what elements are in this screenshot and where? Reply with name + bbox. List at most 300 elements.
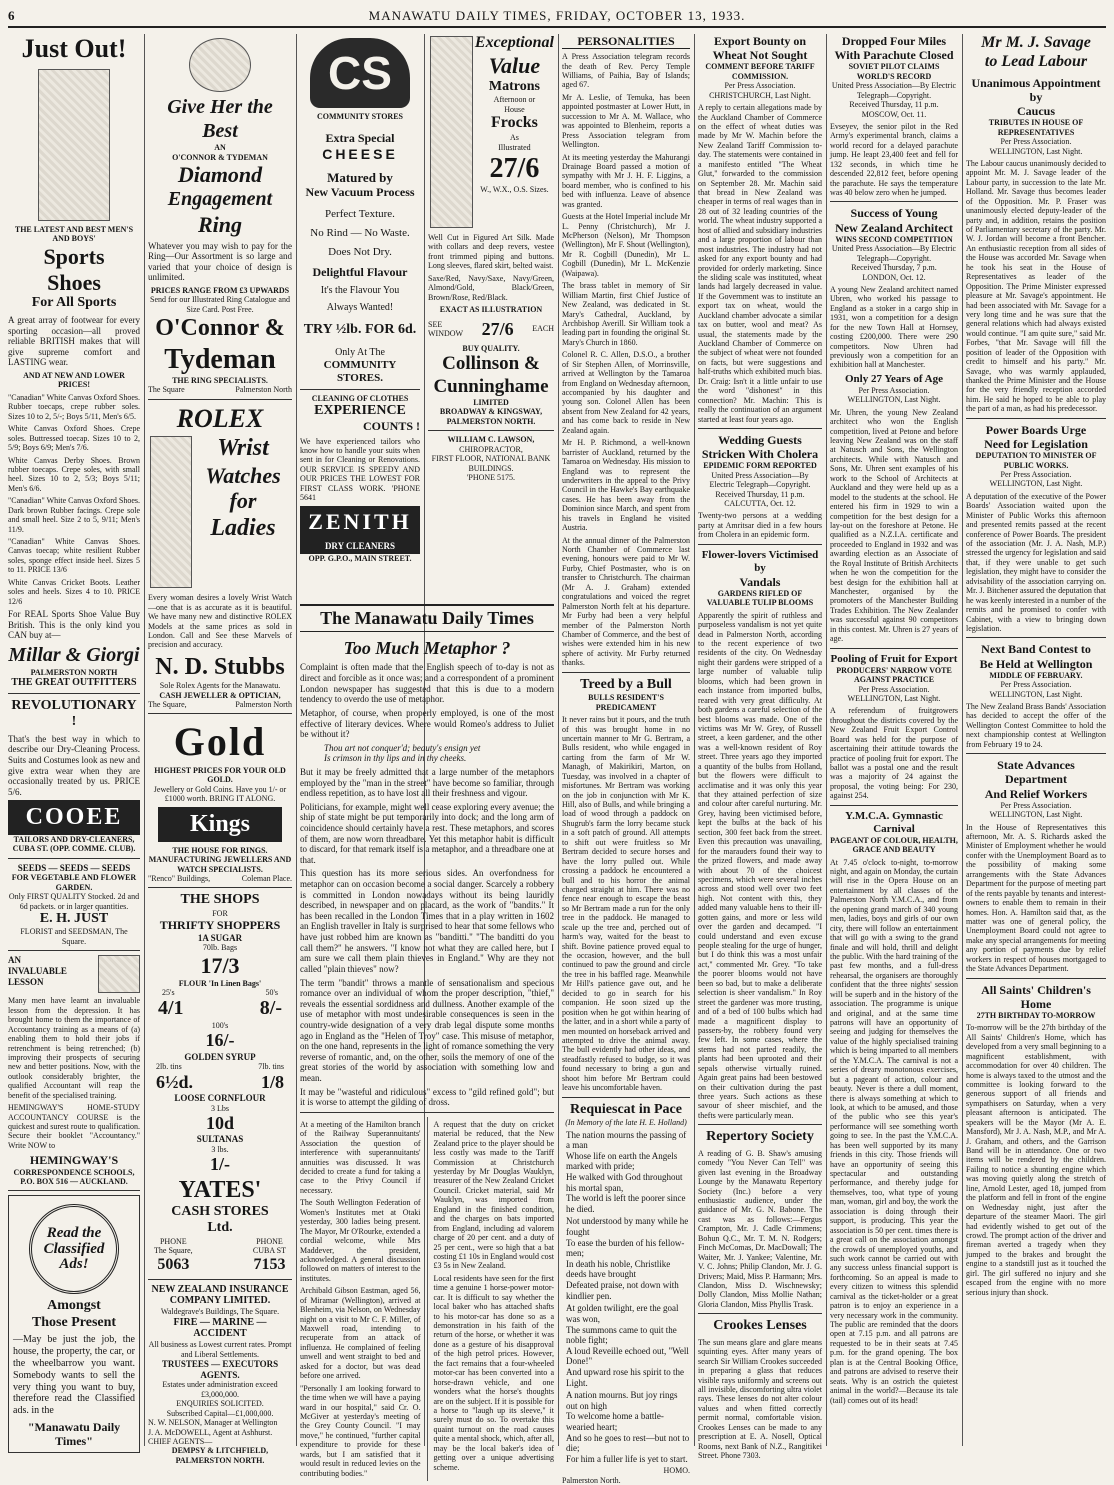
article-headline: New Zealand Architect: [835, 220, 953, 235]
divider: [562, 1097, 690, 1098]
article-headline: All Saints' Children's Home: [981, 982, 1091, 1011]
list-item: "Canadian" White Canvas Shoes. Canvas toecap; white resilient Rubber soles, sponge effect inside heel. Sizes 5 to 11. PRICE 13/6: [8, 537, 140, 575]
ad-title: Ring: [197, 211, 243, 237]
frock-price: 27/6: [489, 152, 540, 184]
divider: [966, 637, 1106, 638]
ad-line: As: [510, 133, 519, 143]
ad-line: J. A. McDOWELL, Agent at Ashhurst.: [148, 1427, 273, 1437]
article-headline: Need for Legislation: [984, 436, 1088, 451]
article-subhead: MIDDLE OF FEBRUARY.: [989, 670, 1083, 680]
article-subhead: PRODUCERS' NARROW VOTE AGAINST PRACTICE: [836, 665, 952, 685]
ad-line: FIRST FLOOR, NATIONAL BANK BUILDINGS.: [431, 454, 551, 473]
ad-title: ROLEX: [176, 403, 264, 433]
ad-zenith: [300, 394, 420, 564]
store-logo-sub: DRY CLEANERS: [300, 538, 420, 555]
article-body: The sun means glare and glare means squinting eyes. After many years of search Sir William Crookes succeeded in preparing a glass that reduces visible rays uniformly and screens out all invisible, discomforting ultra violet rays. These lenses do not alter colour values and when fitted correctly permit normal, comfortable vision. Crookes Lenses can be made to any prescription at E. A. Nosell, Optical Rooms, next Bank of N.Z., Rangitikei Street. Phone 7303.: [698, 1337, 822, 1461]
article-headline: Flower-lovers Victimised by: [701, 548, 819, 574]
article-parachute: [830, 34, 958, 197]
poem-signature: HOMO.: [663, 1466, 690, 1476]
store-sub: MANUFACTURING JEWELLERS AND WATCH SPECIALISTS.: [148, 855, 292, 874]
ad-body: We have experienced tailors who know how to handle your suits when sent in for Cleaning or Renovations. OUR SERVICE IS SPEEDY AND OUR PRICES THE LOWEST FOR FIRST CLASS WORK. 'PHONE 5641: [300, 436, 420, 503]
short-item: The South Wellington Federation of Women's Institutes met at Otaki yesterday, 300 ladies being present. The Mayor, Mr O'Rourke, extended a cordial welcome, while Mrs Maddever, the president, acknowledged. A general discussion followed on matters of interest to the institutes.: [300, 1198, 421, 1283]
ad-line: Always Wanted!: [326, 302, 394, 314]
article-headline: Y.M.C.A. Gymnastic Carnival: [845, 809, 943, 835]
article-cholera: [698, 433, 822, 540]
ad-line: EACH: [532, 324, 554, 334]
ad-title: Shoes: [47, 269, 101, 295]
article-paragraph: Mr H. P. Richmond, a well-known barrister of Auckland, returned by the Tamaroa on Wednesday. His mission to England was to represent the underwriters in the appeal to the Privy Council in the Hawke's Bay earthquake cases. He has been away from the Dominion since March, and spent from his travels in England he visited Austria.: [562, 438, 690, 533]
article-headline: Pooling of Fruit for Export: [830, 652, 958, 665]
column-rule: [694, 34, 695, 1446]
editorial-paragraph: Complaint is often made that the English speech of to-day is not as direct and forcible as it once was; and a correspondent of a prominent London newspaper has suggested that this is due to a modern tendency to overdo the use of metaphor.: [300, 662, 554, 705]
watch-illustration: [150, 436, 192, 588]
divider: [966, 753, 1106, 754]
store-address: Palmerston North: [235, 385, 292, 395]
article-subhead: 27TH BIRTHDAY TO-MORROW: [976, 1010, 1096, 1020]
ad-title: NEW ZEALAND INSURANCE COMPANY LIMITED.: [151, 1283, 289, 1307]
store-tag: THE GREAT OUTFITTERS: [11, 676, 137, 688]
ad-seeds: [8, 863, 140, 947]
store-sub: THE RING SPECIALISTS.: [172, 375, 268, 385]
store-address: "Renco" Buildings,: [148, 874, 211, 884]
frock-price: 27/6: [481, 318, 514, 339]
ad-line: AN: [214, 143, 226, 153]
ad-body: For REAL Sports Shoe Value Buy British. This is the only kind you CAN buy at—: [8, 609, 140, 641]
logo-sub: COMMUNITY STORES: [316, 112, 403, 121]
ad-name: E. H. JUST: [39, 910, 109, 926]
ad-title: EXPERIENCE: [314, 402, 406, 418]
article-body: The Labour caucus unanimously decided to appoint Mr. M. J. Savage leader of the Labour party, in succession to the late Mr. Holland. Mr. Savage thus becomes leader of the Opposition. Mr. P. Fraser was unanimously elected deputy-leader of the party and, in addition, retains the position of Parliamentary secretary of the party. Mr. W. J. Jordan will become a front Bencher. An enthusiastic reception from all sides of the House was accorded Mr. Savage when he took his seat in the House of Representatives as leader of the Opposition. The Prime Minister expressed pleasure at Mr. Savage's appointment. He had been associated with Mr. Savage for a very long time and he was sure that the general relations which had always existed would continue. "I am quite sure," said Mr. Forbes, "that Mr. Savage will fill the position of leader of the Opposition with credit to himself and his party." Mr. Savage, who was warmly applauded, thanked the Prime Minister and the House for the very friendly reception accorded him. He said he hoped to be able to play the part of a man, as had his predecessor.: [966, 158, 1106, 414]
article-dateline: LONDON, Oct. 12.: [862, 272, 926, 282]
store-sub: LIMITED: [473, 397, 509, 407]
ad-title: INVALUABLE: [8, 965, 67, 976]
ad-line: It's the Flavour You: [320, 284, 400, 296]
store-name: N. D. Stubbs: [155, 653, 285, 680]
article-paragraph: At the annual dinner of the Palmerston North Chamber of Commerce last evening, honours were paid to Mr W. Furby, Chief Postmaster, who is on transfer to Christchurch. The chairman (Mr A. J. Graham) extended congratulations and voiced the regret Palmerston North felt at his departure. Mr Furby had been a very helpful member of the Palmerston North Chamber of Commerce, and the best of wishes were extended him in his new sphere of activity. Mr Furby returned thanks.: [562, 535, 690, 668]
ad-line: Waldegrave's Buildings, The Square.: [160, 1307, 280, 1317]
ad-rolex: [148, 404, 292, 710]
article-paragraph: Colonel R. C. Allen, D.S.O., a brother of Sir Stephen Allen, of Morrinsville, arrived at Wellington by the Tamaroa from England on Wednesday afternoon, accompanied by his daughter and young son. Colonel Allen has been absent from New Zealand for 42 years, and has come back to reside in New Zealand again.: [562, 350, 690, 435]
cricketer-illustration: [38, 69, 110, 221]
column-7: [830, 34, 958, 1446]
article-byline: United Press Association—By Electric Telegraph—Copyright.: [831, 81, 957, 100]
ad-title: Gold: [173, 719, 267, 765]
ad-line: CHIEF AGENTS—: [148, 1436, 213, 1446]
ad-line: FOR VEGETABLE AND FLOWER GARDEN.: [11, 873, 137, 892]
editorial-section: [300, 604, 554, 1478]
store-address: OPP. G.P.O., MAIN STREET.: [308, 554, 412, 564]
article-headline: Vandals: [739, 574, 781, 589]
column-rule: [962, 34, 963, 1446]
article-subhead: Unanimous Appointment by: [971, 75, 1101, 104]
article-export: [698, 34, 822, 424]
ad-line: No Rind — No Waste.: [310, 226, 410, 239]
ad-line: Matrons: [488, 78, 540, 94]
product-price: 1/-: [210, 1154, 230, 1175]
divider: [8, 950, 140, 951]
product-size: 3 Lbs: [211, 1103, 229, 1113]
article-subhead: PAGEANT OF COLOUR, HEALTH, GRACE AND BEAUTY: [830, 835, 958, 855]
ad-headline: SEEDS — SEEDS — SEEDS: [17, 862, 131, 873]
article-paragraph: At its meeting yesterday the Mahurangi Drainage Board passed a motion of sympathy with Mr J. H. F. Liggins, a board member, who is confined to his bed with influenza. Leave of absence was granted.: [562, 152, 690, 209]
article-byline: Per Press Association.: [1000, 800, 1072, 810]
article-headline: Requiescat in Pace: [570, 1101, 682, 1117]
article-received: Received Thursday, 7 p.m.: [851, 263, 937, 273]
product-name: FLOUR 'In Linen Bags': [178, 978, 262, 988]
ad-title: COUNTS !: [362, 419, 420, 434]
store-address: The Square: [148, 385, 185, 395]
store-name: Tydeman: [164, 343, 276, 375]
product-size: 7lb. tins: [258, 1062, 284, 1072]
divider: [8, 1190, 140, 1191]
short-item: Local residents have seen for the first time a genuine 1 horse-power motor-car. It is difficult to say whether the local baker who has attached shafts to his motor-car has done so as a demonstration in his faith of the return of the horse, or whether it was done as a gesture of his disapproval of the high petrol prices. However, the fact remains that a four-wheeled motor-car has been converted into a horse-drawn vehicle, and one wonders what the horse's thoughts are on the subject. If it is possible for a horse to "laugh up its sleeve," it surely must do so. To overtake this quaint turnout on the road causes quite a mental shock, which, after all, may be the local baker's idea of getting over a unique advertising scheme.: [433, 1273, 554, 1472]
ad-sports-shoes: [8, 34, 140, 689]
article-subhead: COMMENT BEFORE TARIFF COMMISSION.: [705, 62, 815, 81]
phone-label: PHONE: [159, 1236, 187, 1246]
article-headline: Wedding Guests: [718, 432, 802, 447]
brand-logo: COOEE: [8, 800, 140, 834]
poem-place: Palmerston North.: [562, 1475, 621, 1485]
store-sub: CASH JEWELLER & OPTICIAN,: [159, 690, 281, 700]
poem-stanza: A nation mourns. But joy rings out on high To welcome home a battle-wearied heart; And so he goes to rest—but not to die; For him a fuller life is yet to start.: [566, 1390, 690, 1464]
editorial-paragraph: It may be "wasteful and ridiculous" excess to "gild refined gold"; but it is worse to attempt the gilding of dross.: [300, 1086, 554, 1108]
ad-line: Extra Special: [325, 131, 395, 146]
divider: [148, 713, 292, 714]
article-paragraph: Mr A. Leslie, of Temuka, has been appointed postmaster at Lower Hutt, in succession to Mr A. M. Wallace, who was appointed to Blenheim, reports a Press Association telegram from Wellington.: [562, 92, 690, 150]
article-repertory: [698, 1129, 822, 1309]
article-subhead: DEPUTATION TO MINISTER OF PUBLIC WORKS.: [975, 451, 1097, 470]
store-name: Collinson &: [442, 353, 540, 375]
article-headline: State Advances Department: [997, 758, 1075, 787]
product-size: 50's: [265, 988, 278, 997]
article-headline: With Parachute Closed: [834, 48, 954, 63]
product-price: 1/8: [260, 1071, 284, 1092]
column-5: [562, 34, 690, 1485]
ad-title: Amongst: [47, 1298, 101, 1314]
ad-body: Many men have learnt an invaluable lesson from the depression. It has brought home to them the importance of Accountancy training as a means of (a) enabling them to hold their jobs if retrenchment is being retrenched; (b) improving their prospects of securing new and better positions. Now, with the outlook considerably brighter, the qualified Accountant will reap the benefit of the specialised training.: [8, 996, 140, 1100]
divider: [698, 1124, 822, 1125]
product-name: SULTANAS: [196, 1134, 244, 1145]
editorial-quote: Thou art not conquer'd; beauty's ensign yet Is crimson in thy lips and in thy cheeks.: [324, 742, 481, 764]
column-1: [8, 34, 140, 1449]
ad-line: DEMPSY & LITCHFIELD, PALMERSTON NORTH.: [171, 1446, 269, 1465]
article-architect: [830, 206, 958, 643]
ad-line: Only At The: [335, 346, 385, 358]
product-price: 17/3: [200, 952, 240, 978]
ad-line: 'PHONE 5175.: [466, 473, 516, 483]
article-dateline: CHRISTCHURCH, Last Night.: [709, 90, 811, 100]
product-price: 16/-: [205, 1030, 235, 1051]
ad-line: Perfect Texture.: [325, 207, 395, 220]
article-paragraph: A Press Association telegram records the death of Rev. Percy Temple Williams, of Paihia, Bay of Islands; aged 67.: [562, 52, 690, 90]
divider: [698, 428, 822, 429]
poem-stanza: Not understood by many while he fought To ease the burden of his fellow-men; In death his noble, Christlike deeds have brought Defeated praise, not down with kindlier pen.: [566, 1216, 689, 1301]
column-6: [698, 34, 822, 1461]
ad-title: FOR: [212, 908, 228, 918]
article-body: In the House of Representatives this afternoon, Mr. A. S. Richards asked the Minister of Employment whether he would confer with the Unemployment Board as to the possibility of making some arrangements with the State Advances Department for the purpose of meeting part of the rents payable by tenants and interest-owners to enable them to remain in their homes. Hon. A. Hamilton said that, as the matter was one of general policy, the Unemployment Board could not agree to make any special arrangements for meeting any portion of payments due by relief workers in respect of houses mortgaged to the State Advances Department.: [966, 822, 1106, 974]
editorial-paragraph: But it may be freely admitted that a large number of the metaphors employed by the "man in the street" have become so familiar, through endless repetition, as to have lost all their freshness and vigour.: [300, 766, 554, 799]
article-body: Evseyev, the senior pilot in the Red Army's experimental branch, claims a world record for a delayed parachute jump. He leapt 23,400 feet and fell for 132 seconds, in which time he descended 22,812 feet, before opening the parachute. He says the temperature was 40 below zero when he jumped.: [830, 121, 958, 197]
article-headline: Success of Young: [850, 206, 938, 221]
ad-line: O'CONNOR & TYDEMAN: [172, 152, 268, 162]
ad-nzinsurance: [148, 1284, 292, 1466]
article-headline: Power Boards Urge: [985, 422, 1087, 437]
column-2: [148, 34, 292, 1465]
ad-title: AN: [8, 955, 21, 966]
article-headline: Crookes Lenses: [713, 1318, 807, 1334]
ad-line: Jewellery or Gold Coins. Have you 1/- or £1000 worth. BRING IT ALONG.: [153, 784, 287, 803]
column-3: [300, 34, 420, 598]
article-body: It never rains but it pours, and the truth of this was brought home in no uncertain manner to Mr G. Bertram, a Bulls resident, who while engaged in carting from the farm of Mr W. Managh, of Makirikiri, Marton, on Tuesday, was involved in a chapter of misfortunes. Mr Bertram was working on the job in conjunction with Mr K. Hill, also of Bulls, and while bringing a load of wood through a paddock on Shugrub's farm the lorry became stuck in a soft patch of ground. All attempts to shift out were fruitless so Mr Bertram decided to secure horses and have the lorry pulled out. While crossing a paddock he encountered a bull and to his horror the animal charged straight at him. There was no fence near enough to escape the beast so Mr Bertram made a run for the only tree in the paddock. He managed to scale up the tree and, perched out of harm's way, waited for the beast to shift. Bovine patience proved equal to the occasion, however, and the bull continued to paw the ground and circle the tree in his baffled rage. Meanwhile Mr Hill's patience gave out, and he decided to go in search for his companion. He soon sized up the position when he got within hearing of the latter, and in a short while a party of men mounted on horseback arrived and attempted to drive the animal away. The bull evidently had other ideas, and steadfastly refused to budge, so it was found necessary to bring a gun and shoot him before Mr Bertram could leave his uncomfortable haven.: [562, 715, 690, 1093]
article-dateline: WELLINGTON, Last Night.: [989, 689, 1083, 699]
ad-title: Wrist: [217, 435, 269, 462]
product-price: 8/-: [259, 997, 282, 1020]
editorial-masthead: The Manawatu Daily Times: [300, 606, 554, 632]
product-size: 25's: [162, 988, 175, 997]
divider: [8, 858, 140, 859]
ad-title: Watches: [205, 462, 281, 488]
school-name: HEMINGWAY'S: [29, 1153, 119, 1168]
article-body: The New Zealand Brass Bands' Association has decided to accept the offer of the Wellington Contest Committee to hold the next championship contest at Wellington from February 19 to 24.: [966, 702, 1106, 749]
column-rule: [558, 34, 559, 1446]
column-rule: [296, 34, 297, 1446]
article-dateline: MOSCOW, Oct. 11.: [861, 109, 927, 119]
ad-line: CHEESE: [322, 145, 398, 162]
ad-line: ENQUIRIES SOLICITED.: [176, 1399, 264, 1409]
ad-hemingway: [8, 955, 140, 1186]
ad-kings: [148, 718, 292, 883]
article-subhead: Only 27 Years of Age: [845, 372, 943, 385]
ad-body: Whatever you may wish to pay for the Ring—Our Assortment is so large and varied that your choice of design is unlimited.: [148, 240, 292, 283]
school-illustration: [98, 955, 140, 993]
school-address: P.O. BOX 516 — AUCKLAND.: [20, 1176, 128, 1186]
ad-body: A great array of footwear for every sporting occasion—all proved reliable BRITISH makes that will give supreme comfort and LASTING wear.: [8, 314, 140, 368]
ad-title: Exceptional: [474, 34, 554, 51]
article-body: At 7.45 o'clock to-night, to-morrow night, and again on Monday, the curtain will rise in the Opera House on an entertainment by all classes of the Palmerston North Y.M.C.A., and from the opening grand march of 340 young men, ladies, boys and girls of our own city, there will follow an entertainment that will go with a swing to the grand finale and will hold, thrill and delight the public. With the hard training of the past few months, and a full-dress rehearsal, the organisers are thoroughly confident that the three nights' session will be superb and in the history of the association. The programme is unique and original, and at the same time patrons will have an opportunity of seeing and judging for themselves the value of the highly specialised training which is being imparted to all members of the Y.M.C.A. The carnival is not a series of dreary monotonous exercises, but a pageant of action, colour and beauty. Never is there a dull moment, there is always something at which to look, at which to be amused, and those of the public who see this year's performance will see something worth going to see. In the past the Y.M.C.A. has been well supported by its many friends in this city. Those friends will have an opportunity of seeing this spectacular and outstanding performance, and thereby judge for themselves, too, what type of young man, woman, girl and boy, the work the association is doing through their support, is producing. This year the association is 50 per cent. times there is a great call on the association amongst the crowds of unemployed youths, and such work cannot be carried out with any success unless financial support is forthcoming. So an appeal is made to every citizen to witness this splendid carnival as the ticket-holder or a great patron is to enjoy an experience in a very necessary work in the community. The public are reminded that the doors open at 7.15 p.m. and all patrons are requested to be in their seats at 7.45 p.m. for the grand opening. The box plan is at the Central Booking Office, and patrons are advised to reserve their seats. Why is an ostrich the quietest animal in the world?—Because its tale (tail) comes out of its head!: [830, 857, 958, 1405]
article-subhead: Caucus: [1016, 104, 1055, 119]
store-name: CASH STORES: [171, 1203, 269, 1219]
article-byline: United Press Association—By Electric Telegraph—Copyright.: [831, 244, 957, 263]
divider: [830, 201, 958, 202]
ad-community-stores: [300, 38, 420, 385]
store-name: O'Connor &: [155, 315, 285, 342]
article-headline: PERSONALITIES: [562, 34, 690, 49]
article-band: [966, 642, 1106, 749]
ad-title: Ladies: [210, 515, 276, 542]
shoe-list: [8, 393, 140, 606]
phone-label: PHONE: [256, 1236, 283, 1246]
column-8: [966, 34, 1106, 1446]
ad-line: Send for our Illustrated Ring Catalogue and Size Card. Post Free.: [150, 295, 290, 314]
article-dateline: WELLINGTON, Last Night.: [847, 395, 941, 405]
frock-sizes: W., W.X., O.S. Sizes.: [480, 185, 549, 194]
frock-illustration: [430, 36, 473, 228]
ad-line: Subscribed Capital—£1,000,000.: [166, 1408, 274, 1418]
article-pooling: [830, 653, 958, 801]
ad-line: Delightful Flavour: [312, 264, 408, 279]
editorial-paragraph: Politicians, for example, might well cease exploring every avenue; the ship of state might be put temporarily into dock; and the long arm of coincidence should certainly have a rest. These metaphors, and scores of them, are now worn threadbare. Yet this metaphor habit is difficult to discard, for that remark itself is a metaphor, and a threadbare one at that.: [300, 801, 554, 865]
product-price: 6½d.: [156, 1071, 194, 1092]
ad-body: Saxe/Red, Navy/Saxe, Navy/Green, Almond/Gold, Black/Green, Brown/Rose, Red/Black.: [428, 273, 554, 302]
list-item: White Canvas Derby Shoes. Brown rubber toecaps. Crepe soles, with small heel. Sizes 10 to 2, 5/3; Boys 5/11; Men's 6/6.: [8, 455, 140, 493]
divider: [148, 1279, 292, 1280]
article-dateline: WELLINGTON, Last Night.: [847, 693, 941, 703]
ad-headline: Give Her the Best: [167, 96, 273, 142]
ad-title: LESSON: [8, 976, 44, 987]
article-powerboards: [966, 423, 1106, 634]
divider: [148, 399, 292, 400]
divider: [966, 978, 1106, 979]
ad-headline: REVOLUTIONARY !: [11, 697, 137, 730]
store-sub: Sole Rolex Agents for the Manawatu.: [159, 681, 281, 691]
ad-line: Only FIRST QUALITY Stocked. 2d and 6d packets. or in larger quantities.: [8, 892, 140, 911]
article-subhead: BULLS RESIDENT'S PREDICAMENT: [588, 693, 664, 712]
article-personalities: [562, 34, 690, 668]
article-received: Received Thursday, 11 p.m.: [849, 100, 939, 110]
store-address: Coleman Place.: [241, 874, 292, 884]
product-name: LOOSE CORNFLOUR: [174, 1092, 266, 1103]
phone-number: 7153: [253, 1255, 286, 1273]
ad-line: WILLIAM C. LAWSON,: [447, 435, 535, 445]
article-subhead: (In Memory of the late H. E. Holland): [565, 1118, 687, 1128]
ad-line: New Vacuum Process: [305, 185, 415, 200]
ad-line: EXACT AS ILLUSTRATION: [439, 305, 543, 315]
article-headline: Repertory Society: [706, 1129, 814, 1145]
article-byline: United Press Association—By Electric Telegraph—Copyright.: [709, 470, 811, 490]
article-flower: [698, 549, 822, 1121]
column-4: [428, 34, 554, 598]
product-price: 4/1: [158, 997, 184, 1020]
article-body: A reply to certain allegations made by the Auckland Chamber of Commerce on the effect of wheat duties was made by Mr W. Machin before the New Zealand Tariff Commission to-day. The statements were contained in a manifesto entitled "The Wheat Glut," forwarded to the commission on September 28. Mr. Machin said that bread in New Zealand was cheaper in terms of real wages than in 28 out of 32 leading countries of the world. The wheat industry supported a host of allied and subsidiary industries and a large proportion of labour than most industries. The industry had not asked for any export bounty and had provided for orderly marketing. Since the sliding scale was instituted, wheat lands had largely decreased in value. If the Government was to institute an export tax on wheat, would the Auckland chamber advocate a similar tax on butter, wool and meat? As usual, the statements made by the Auckland Chamber of Commerce on the subject of wheat were not founded on facts, but were suggestions and half-truths which exhibited much bias. Dr. Craig: Isn't it a little unfair to use the word "dishonest" in this connection? Mr. Machin: This is really the continuation of an argument started at least four years ago.: [698, 103, 822, 424]
article-byline: Per Press Association.: [858, 385, 930, 395]
ad-line: N. W. NELSON, Manager at Wellington: [148, 1418, 278, 1428]
ad-line: WINDOW: [428, 329, 464, 339]
divider: [966, 418, 1106, 419]
article-byline: Per Press Association.: [724, 81, 796, 91]
article-headline: And Relief Workers: [984, 786, 1088, 801]
article-byline: Per Press Association.: [1000, 137, 1072, 147]
article-body: Mr. Uhren, the young New Zealand architect who won the English competition, lived at Petone and before leaving New Zealand was on the staff at Natusch and Sons, the Wellington architects. While with Natusch and Sons, Mr. Uhren sent examples of his work to the School of Architects at Auckland and they were held up as a model to the students at the school. He entered his firm in 1929 to win a competition for the best design for a lay-out on the foreshore at Petone. He qualified as a N.Z.I.A. certificate and proceeded to England in 1932 and was awarding election as an Associate of the Royal Institute of British Architects when he won the competition for the best design for the exhibition hall at Manchester, organised by the promoters of the Manchester Building Trades Exhibition. The New Zealander was successful against 90 competitors in this contest. Mr. Uhren is 27 years of age.: [830, 407, 958, 644]
article-body: To-morrow will be the 27th birthday of the All Saints' Children's Home, which has developed from a very small beginning to a magnificent establishment, with accommodation for over 40 children. The home is always taxed to the utmost and the committee is looking forward to the generous support of all friends and sympathisers on Saturday, when a very pleasant afternoon is anticipated. The speakers will be the Mayor (Mr A. E. Mansford), Mr J. A. Nash, M.P., and Mr A. J. Graham, and others, and the Garrison Band will be in attendance. One or two items will be rendered by the children. Failing to notice a shunting engine which was moving quietly along the stretch of line, Arnold Lester, aged 18, jumped from the platform and fell in front of the engine on Wednesday night, just after the departure of the steamer Maori. The girl had evidently wished to get out of the crowd. The prompt action of the driver and fireman averted a tragedy when they jumped to the brakes and brought the engine to a standstill just as it touched the girl. The girl suffered no injury and she escaped from the engine with no more serious injury than shock.: [966, 1023, 1106, 1297]
ad-frocks: [428, 34, 554, 426]
product-size: 3 lbs.: [211, 1144, 229, 1154]
store-sub: THE HOUSE FOR RINGS.: [172, 845, 268, 855]
divider: [8, 693, 140, 694]
store-name: YATES': [178, 1176, 262, 1203]
store-logo: Kings: [158, 807, 282, 841]
article-allsaints: [966, 983, 1106, 1297]
ad-line: Illustrated: [498, 142, 531, 152]
ad-line: PRICES RANGE FROM £3 UPWARDS: [150, 286, 290, 295]
ad-headline: Just Out!: [21, 34, 127, 63]
article-byline: Per Press Association.: [1000, 680, 1072, 690]
article-dateline: WELLINGTON, Last Night.: [989, 810, 1083, 820]
article-dateline: CALCUTTA, Oct. 12.: [724, 499, 796, 508]
article-advances: [966, 758, 1106, 973]
divider: [300, 389, 420, 390]
store-name: COMMUNITY STORES.: [323, 358, 397, 384]
ad-title: Those Present: [31, 1314, 117, 1330]
article-headline: to Lead Labour: [984, 52, 1088, 70]
list-item: White Canvas Oxford Shoes. Crepe soles. Buttressed toecap. Sizes 10 to 2, 5/9; Boys 6/9; Men's 7/6.: [8, 424, 140, 453]
ad-title: THE SHOPS: [180, 892, 260, 908]
product-price: 10d: [205, 1113, 234, 1134]
divider: [830, 805, 958, 806]
ad-cooee: [8, 698, 140, 854]
ad-sub: AND AT NEW AND LOWER PRICES!: [23, 371, 125, 390]
ad-line: Matured by: [327, 170, 393, 186]
masthead: [8, 8, 1106, 28]
list-item: "Canadian" White Canvas Oxford Shoes. Rubber toecaps, crepe rubber soles. Sizes 10 to 2, 5/-; Boys 5/11, Men's 6/5.: [8, 392, 140, 421]
ad-lawson: [428, 435, 554, 482]
store-sub: PALMERSTON NORTH: [30, 667, 118, 677]
ad-body: —May be just the job, the house, the property, the car, or the wheelbarrow you want. Somebody wants to sell the very thing you want to buy, therefore read the Classified ads. in the: [13, 1334, 135, 1417]
article-requiescat: [562, 1102, 690, 1485]
editorial-paragraph: This question has its more serious sides. An overfondness for metaphor can on occasion become a social danger. Scarcely a robbery is committed in London nowadays without its being lauridly described, in newspaper and on placard, as the work of "bandits." It has been recalled in the London Times that in a play written in 1602 an English traveller in Italy is surprised to hear that some fellows who have just robbed him are known as "banditti." "The banditti do you call them?" he answers. "I know not what they are called here, but I am sure we call them plain thieves in England." Why are they not called "plain thieves" now?: [300, 868, 554, 974]
column-rule: [144, 34, 145, 1446]
store-name: Millar & Giorgi: [8, 643, 140, 666]
ad-title: for: [229, 488, 257, 514]
article-dateline: WELLINGTON, Last Night.: [989, 146, 1083, 156]
poem-stanza: The nation mourns the passing of a man Whose life on earth the Angels marked with pride; He walked with God throughout his mortal span, The world is left the poorer since he died.: [566, 1129, 687, 1214]
column-rule: [826, 34, 827, 1446]
poem-stanza: At golden twilight, ere the goal was won, The summons came to quit the noble fight; A loud Reveille echoed out, "Well Done!" And upward rose his spirit to the Light.: [566, 1303, 689, 1388]
newspaper-title: MANAWATU DAILY TIMES, FRIDAY, OCTOBER 13, 1933.: [368, 8, 746, 23]
ad-body: Every woman desires a lovely Wrist Watch—one that is as accurate as it is beautiful. We have many new and distinctive ROLEX Models at the same prices as sold in London. Call and See these Marvels of precision and accuracy.: [148, 593, 292, 650]
ad-line: FIRE — MARINE — ACCIDENT: [173, 1316, 267, 1340]
list-item: "Canadian" White Canvas Oxford Shoes. Dark brown Rubber facings. Crepe sole and small heel. Size 2 to 5, 9/11; Men's 11/9.: [8, 496, 140, 534]
article-headline: Dropped Four Miles: [841, 34, 947, 48]
editorial-paragraph: Metaphor, of course, when properly employed, is one of the most effective of literary devices. Where would Romeo's address to Juliet be without it?: [300, 707, 554, 740]
ad-yates: [148, 892, 292, 1274]
article-body: A young New Zealand architect named Ubren, who worked his passage to England as a stoker in a cargo ship in 1931, won a competition for a design for the new Town Hall at Hornsey, costing £200,000. There were 290 competitors. Now Uhren had previously won a competition for an exhibition hall at Manchester.: [830, 284, 958, 370]
short-item: Archibald Gibson Eastman, aged 56, of Miramar (Wellington), arrived at Blenheim, via Nelson, on Wednesday night on a visit to Mr C. F. Miller, of Maxwell road, intending to recuperate from an attack of influenza. He complained of feeling unwell and went straight to bed and asked for a doctor, but was dead before one arrived.: [300, 1286, 421, 1381]
article-subhead: TRIBUTES IN HOUSE OF REPRESENTATIVES: [988, 118, 1084, 137]
article-body: A reading of G. B. Shaw's amusing comedy "You Never Can Tell" was given last evening in the Broadway Lounge by the Manawatu Repertory Society (Inc.) before a very enthusiastic audience, under the guidance of Mr. G. N. Babone. The cast was as follows:—Fergus Crampton, Mr. J. Cadle Crimmens; Bohun Q.C., Mr. T. M. N. Rodgers; Finch McComas, Dr. MacDowall; The Waiter, Mr. J. Yankee; Valentine, Mr. V. C. Johns; Philip Clandon, Mr. J. G. Drivers; Maid, Miss P. Harmann; Mrs. Clandon, Miss D. Wischnewsky; Dolly Clandon, Miss Mollie Nathan; Gloria Clandon, Miss Phyllis Trask.: [698, 1148, 822, 1309]
article-subhead: GARDENS RIFLED OF VALUABLE TULIP BLOOMS: [706, 588, 814, 608]
ring-illustration: [189, 38, 251, 92]
article-subhead: SOVIET PILOT CLAIMS WORLD'S RECORD: [848, 62, 940, 81]
divider: [698, 1313, 822, 1314]
short-news-grid: [300, 1117, 554, 1481]
ad-line: All business as Lowest current rates. Prompt and Liberal Settlements.: [148, 1340, 292, 1359]
article-treed: [562, 677, 690, 1093]
product-size: 100's: [211, 1021, 229, 1031]
ad-line: Afternoon or: [493, 95, 536, 105]
article-headline: Export Bounty on: [713, 34, 807, 48]
article-headline: Be Held at Wellington: [979, 656, 1093, 671]
page-number: 6: [8, 8, 16, 23]
paper-name: "Manawatu Daily Times": [27, 1420, 121, 1449]
article-paragraph: The brass tablet in memory of Sir William Martin, first Chief Justice of New Zealand, was dedicated in St. Mary's Cathedral, Auckland, by Archbishop Averill. Sir William took a leading part in founding the original St. Mary's Church in 1860.: [562, 281, 690, 347]
ad-line: Does Not Dry.: [328, 245, 392, 258]
short-item: "Personally I am looking forward to the time when we will have a paying ward in our hospital," said Cr. O. McGiver at yesterday's meeting of the Grey County Council. "I may move," he continued, "further capital expenditure to provide for these wards, but I am satisfied that it would result in reduced levies on the contributing bodies.": [300, 1383, 421, 1478]
ad-line: SEE: [428, 319, 443, 329]
article-ymca: [830, 810, 958, 1405]
store-logo: ZENITH: [300, 506, 420, 538]
ad-sub: FLORIST and SEEDSMAN, The Square.: [20, 927, 128, 946]
divider: [562, 672, 690, 673]
product-name: GOLDEN SYRUP: [184, 1051, 256, 1062]
article-subhead: WINS SECOND COMPETITION: [835, 234, 953, 244]
ad-body: Well Cut in Figured Art Silk. Made with collars and deep revers, vestee front trimmed piping and buttons. Long sleeves, flared skirt, belted waist.: [428, 233, 554, 271]
article-body: A referendum of fruitgrowers throughout the districts covered by the New Zealand Fruit Export Control Board was held for the purpose of ascertaining their attitude towards the practice of pooling fruit for export. The ballot was a postal one and the result was a majority of 24 against the proposal, the voting being: For 230, against 254.: [830, 706, 958, 801]
article-headline: Mr M. J. Savage: [981, 34, 1091, 51]
store-name: Cunninghame: [433, 375, 549, 397]
divider: [830, 648, 958, 649]
store-address: The Square,: [148, 700, 187, 710]
article-headline: Wheat Not Sought: [712, 48, 808, 63]
